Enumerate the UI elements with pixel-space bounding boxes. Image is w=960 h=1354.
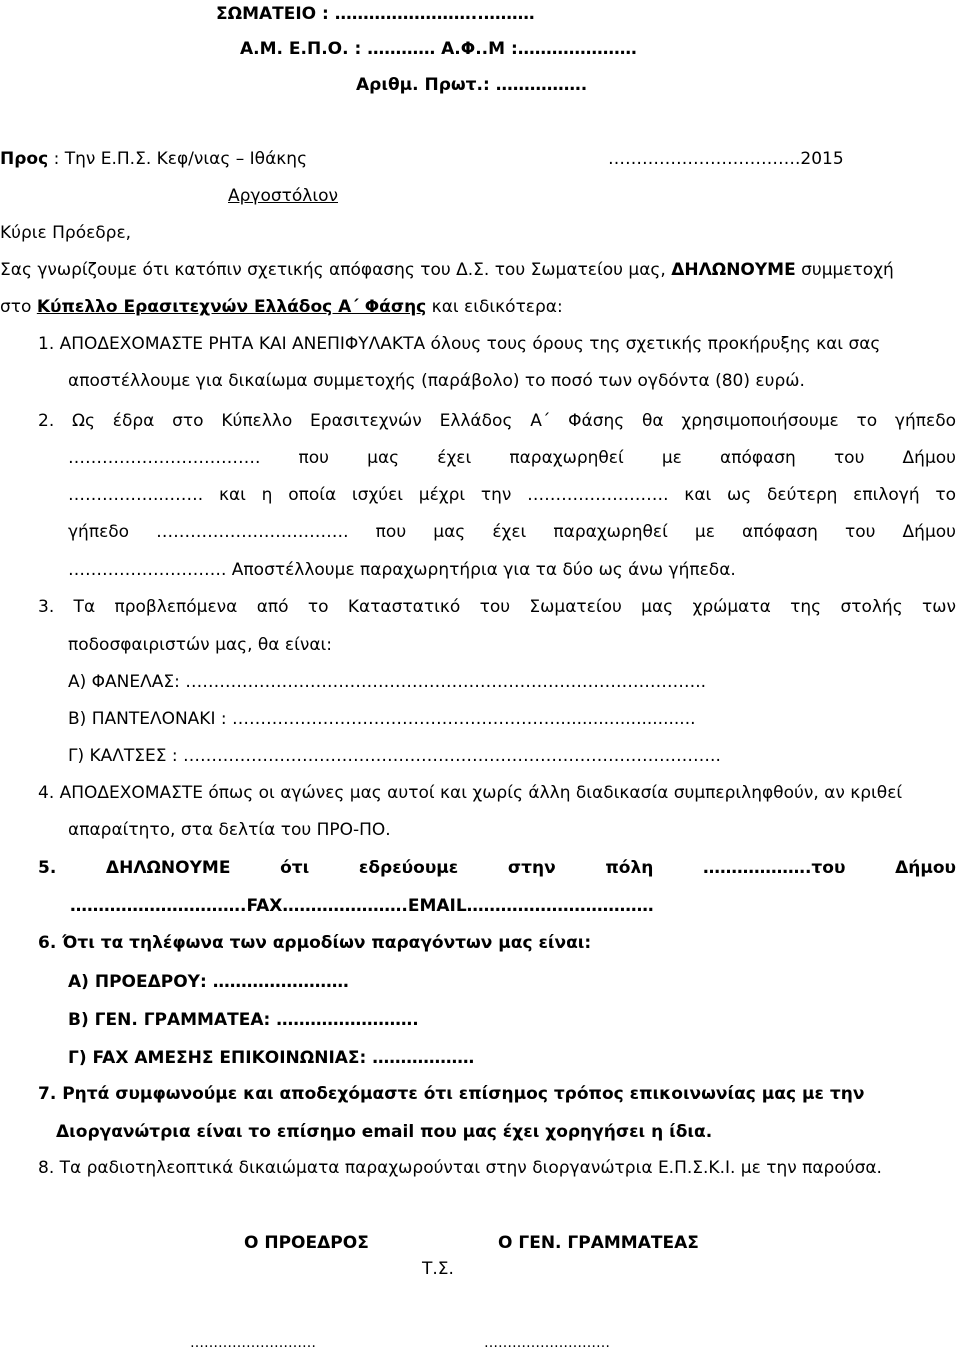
president-signature-dots: ……………………… (190, 1335, 316, 1351)
secretary-signature-label: Ο ΓΕΝ. ΓΡΑΜΜΑΤΕΑΣ (498, 1233, 699, 1253)
item-3-line-1: 3. Τα προβλεπόμενα από το Καταστατικό του Σωματείου μας χρώματα της στολής των (38, 597, 956, 617)
item-6-line-1: 6. Ότι τα τηλέφωνα των αρμοδίων παραγόντων μας είναι: (38, 933, 592, 953)
recipient-line (0, 148, 307, 170)
intro-line-2 (0, 296, 563, 318)
registry-line: Α.Μ. Ε.Π.Ο. : ………… Α.Φ..Μ :………………… (240, 39, 637, 59)
item-3-line-2: ποδοσφαιριστών μας, θα είναι: (68, 635, 333, 655)
secretary-phone-field: Β) ΓΕΝ. ΓΡΑΜΜΑΤΕΑ: ……………………. (68, 1010, 419, 1030)
cup-name: Κύπελλο Ερασιτεχνών Ελλάδος Α΄ Φάσης (36, 297, 427, 317)
socks-color-field: Γ) ΚΑΛΤΣΕΣ : ………………………………………………………………………………….. (68, 746, 721, 766)
item-7-line-1: 7. Ρητά συμφωνούμε και αποδεχόμαστε ότι επίσημος τρόπος επικοινωνίας μας με την (38, 1084, 865, 1104)
item-2-line-4: γήπεδο ……………………………. που μας έχει παραχωρηθεί με απόφαση του Δήμου (68, 522, 956, 542)
intro-text-2a: στο (0, 297, 37, 317)
date-line: …………………………….2015 (608, 149, 844, 169)
item-5-line-2: ………………………….FAX………………….EMAIL…………………………… (70, 896, 654, 916)
intro-text-2c: και ειδικότερα: (426, 297, 563, 317)
intro-line-1 (0, 259, 894, 281)
salutation: Κύριε Πρόεδρε, (0, 223, 132, 243)
jersey-color-field: Α) ΦΑΝΕΛΑΣ: ……………………………………………………………………………….. (68, 672, 707, 692)
declare-word: ΔΗΛΩΝΟΥΜΕ (671, 260, 796, 280)
item-8: 8. Τα ραδιοτηλεοπτικά δικαιώματα παραχωρούνται στην διοργανώτρια Ε.Π.Σ.Κ.Ι. με την παρούσα. (38, 1158, 882, 1178)
item-1-line-1: 1. ΑΠΟΔΕΧΟΜΑΣΤΕ ΡΗΤΑ ΚΑΙ ΑΝΕΠΙΦΥΛΑΚΤΑ όλους τους όρους της σχετικής προκήρυξης και σας (38, 334, 881, 354)
item-7-line-2: Διοργανώτρια είναι το επίσημο email που μας έχει χορηγήσει η ίδια. (56, 1122, 713, 1142)
protocol-number-line: Αριθμ. Πρωτ.: ……………. (356, 75, 588, 95)
recipient-text: : Την Ε.Π.Σ. Κεφ/νιας – Ιθάκης (53, 149, 308, 169)
item-2-line-5: ………………………. Αποστέλλουμε παραχωρητήρια για τα δύο ως άνω γήπεδα. (68, 560, 736, 580)
item-4-line-1: 4. ΑΠΟΔΕΧΟΜΑΣΤΕ όπως οι αγώνες μας αυτοί και χωρίς άλλη διαδικασία συμπεριληφθούν, αν κριθεί (38, 783, 903, 803)
item-2-line-1: 2. Ως έδρα στο Κύπελλο Ερασιτεχνών Ελλάδος Α΄ Φάσης θα χρησιμοποιήσουμε το γήπεδο (38, 411, 956, 431)
city: Αργοστόλιον (228, 186, 339, 206)
item-4-line-2: απαραίτητο, στα δελτία του ΠΡΟ-ΠΟ. (68, 820, 391, 840)
intro-text-1c: συμμετοχή (795, 260, 894, 280)
to-label: Προς (0, 149, 49, 169)
shorts-color-field: Β) ΠΑΝΤΕΛΟΝΑΚΙ : ………………………………………………….......................... (68, 709, 696, 729)
president-phone-field: Α) ΠΡΟΕΔΡΟΥ: …………………… (68, 972, 349, 992)
seal-label: Τ.Σ. (422, 1259, 454, 1279)
fax-field: Γ) FAX ΑΜΕΣΗΣ ΕΠΙΚΟΙΝΩΝΙΑΣ: ……………… (68, 1048, 475, 1068)
item-5-line-1: 5. ΔΗΛΩΝΟΥΜΕ ότι εδρεύουμε στην πόλη ……………….του Δήμου (38, 858, 956, 878)
item-2-line-3: ……………..……. και η οποία ισχύει μέχρι την ……………………. και ως δεύτερη επιλογή το (68, 485, 956, 505)
item-2-line-2: ……………………………. που μας έχει παραχωρηθεί με απόφαση του Δήμου (68, 448, 956, 468)
item-1-line-2: αποστέλλουμε για δικαίωμα συμμετοχής (παράβολο) το ποσό των ογδόντα (80) ευρώ. (68, 371, 805, 391)
intro-text-1a: Σας γνωρίζουμε ότι κατόπιν σχετικής απόφασης του Δ.Σ. του Σωματείου μας, (0, 260, 672, 280)
president-signature-label: Ο ΠΡΟΕΔΡΟΣ (244, 1233, 369, 1253)
secretary-signature-dots: ……………………… (484, 1335, 610, 1351)
club-name-line: ΣΩΜΑΤΕΙΟ : ……………………..……… (216, 4, 535, 24)
